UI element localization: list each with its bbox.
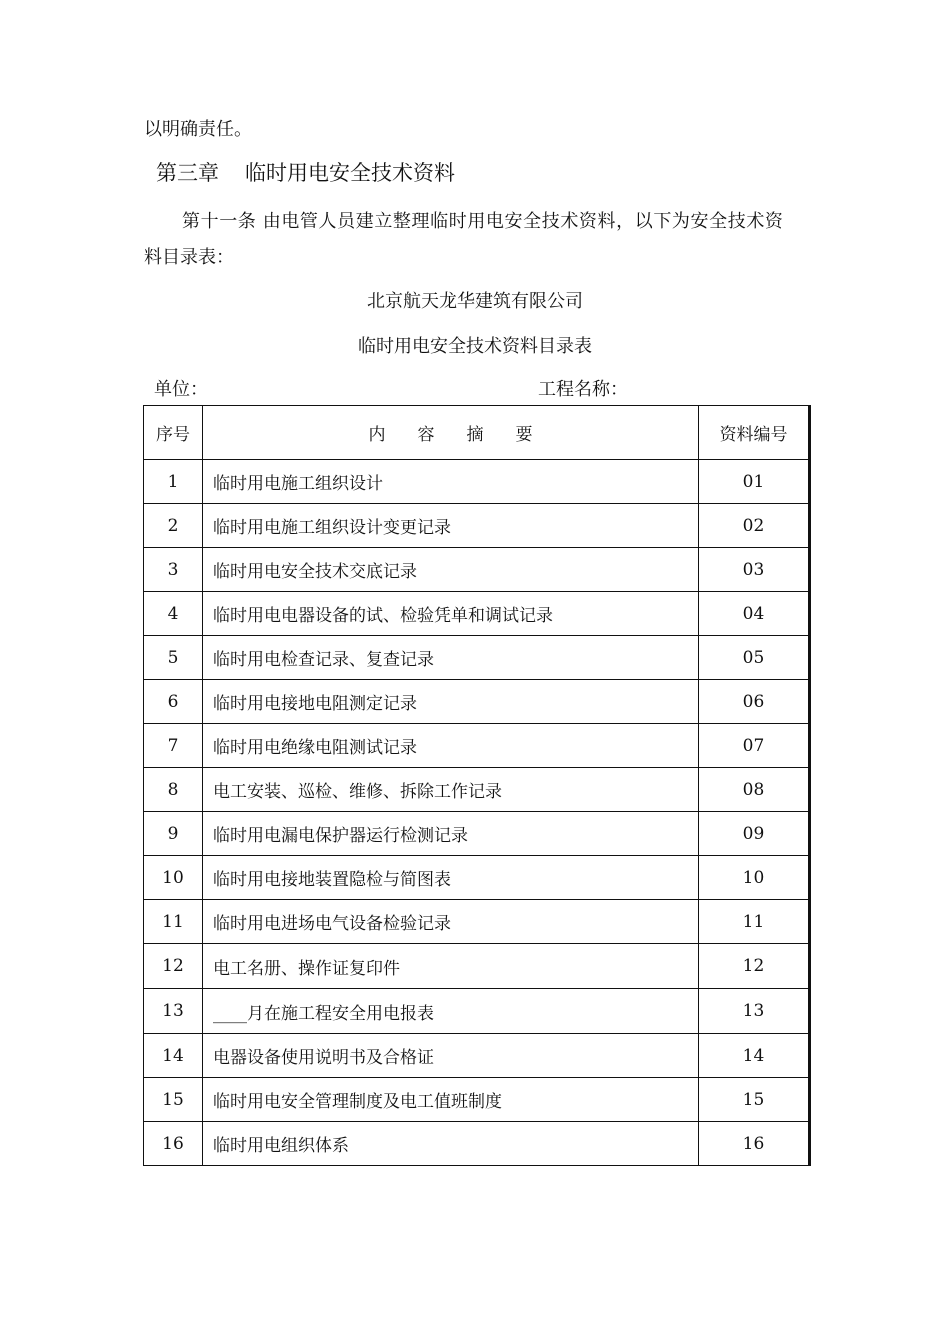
row-code: 13: [699, 989, 810, 1034]
row-content: 临时用电绝缘电阻测试记录: [203, 724, 699, 768]
table-row: [144, 460, 810, 504]
table-row: [144, 1122, 810, 1166]
header-content-char: 容: [417, 425, 435, 445]
chapter-number: 第三章: [156, 161, 219, 185]
table-row: [144, 989, 810, 1034]
row-seq: 5: [144, 636, 203, 680]
row-code: 15: [699, 1078, 810, 1122]
table-row: [144, 1034, 810, 1078]
project-name-label: 工程名称：: [538, 379, 628, 400]
row-content: 电工安装、巡检、维修、拆除工作记录: [203, 768, 699, 812]
row-seq: 6: [144, 680, 203, 724]
article-paragraph-line2: 料目录表：: [144, 247, 234, 268]
row-seq: 10: [144, 856, 203, 900]
row-code: 03: [699, 548, 810, 592]
header-content: [203, 406, 699, 460]
row-content: 临时用电施工组织设计变更记录: [203, 504, 699, 548]
table-row: [144, 768, 810, 812]
row-content: 临时用电组织体系: [203, 1122, 699, 1166]
row-code: 16: [699, 1122, 810, 1166]
row-code: 12: [699, 944, 810, 989]
table-title: 临时用电安全技术资料目录表: [358, 336, 592, 357]
table-row: [144, 680, 810, 724]
row-seq: 13: [144, 989, 203, 1034]
table-row: [144, 856, 810, 900]
row-seq: 3: [144, 548, 203, 592]
table-row: [144, 724, 810, 768]
header-code: 资料编号: [699, 406, 810, 460]
table-row: [144, 548, 810, 592]
company-name: 北京航天龙华建筑有限公司: [367, 291, 583, 312]
row-code: 01: [699, 460, 810, 504]
row-content: 临时用电安全技术交底记录: [203, 548, 699, 592]
row-content: 临时用电漏电保护器运行检测记录: [203, 812, 699, 856]
row-content: 临时用电检查记录、复查记录: [203, 636, 699, 680]
chapter-title: 临时用电安全技术资料: [245, 161, 455, 185]
row-seq: 12: [144, 944, 203, 989]
row-seq: 14: [144, 1034, 203, 1078]
row-seq: 15: [144, 1078, 203, 1122]
table-row: [144, 1078, 810, 1122]
row-code: 05: [699, 636, 810, 680]
header-content-char: 摘: [466, 425, 484, 445]
row-content: ____月在施工程安全用电报表: [203, 989, 699, 1034]
row-content: 临时用电接地装置隐检与简图表: [203, 856, 699, 900]
row-code: 08: [699, 768, 810, 812]
row-seq: 1: [144, 460, 203, 504]
table-row: [144, 900, 810, 944]
row-seq: 11: [144, 900, 203, 944]
row-content: 临时用电接地电阻测定记录: [203, 680, 699, 724]
table-row: [144, 944, 810, 989]
header-content-char: 要: [515, 425, 533, 445]
header-content-char: 内: [368, 425, 386, 445]
row-content: 临时用电安全管理制度及电工值班制度: [203, 1078, 699, 1122]
row-seq: 8: [144, 768, 203, 812]
table-row: [144, 504, 810, 548]
row-code: 14: [699, 1034, 810, 1078]
table-row: [144, 636, 810, 680]
row-code: 06: [699, 680, 810, 724]
row-seq: 9: [144, 812, 203, 856]
article-paragraph-line1: 第十一条 由电管人员建立整理临时用电安全技术资料，以下为安全技术资: [182, 211, 784, 232]
row-code: 07: [699, 724, 810, 768]
row-seq: 2: [144, 504, 203, 548]
table-row: [144, 592, 810, 636]
row-seq: 16: [144, 1122, 203, 1166]
row-content: 临时用电施工组织设计: [203, 460, 699, 504]
document-index-table: [143, 405, 811, 1166]
row-content: 临时用电电器设备的试、检验凭单和调试记录: [203, 592, 699, 636]
row-code: 04: [699, 592, 810, 636]
row-seq: 7: [144, 724, 203, 768]
row-code: 02: [699, 504, 810, 548]
header-seq: 序号: [144, 406, 203, 460]
row-content: 电工名册、操作证复印件: [203, 944, 699, 989]
row-seq: 4: [144, 592, 203, 636]
chapter-heading: [156, 160, 455, 186]
table-header-row: [144, 406, 810, 460]
row-content: 电器设备使用说明书及合格证: [203, 1034, 699, 1078]
unit-label: 单位：: [154, 379, 208, 400]
row-code: 11: [699, 900, 810, 944]
row-content: 临时用电进场电气设备检验记录: [203, 900, 699, 944]
carry-over-text: 以明确责任。: [144, 119, 252, 140]
row-code: 09: [699, 812, 810, 856]
row-code: 10: [699, 856, 810, 900]
table-row: [144, 812, 810, 856]
